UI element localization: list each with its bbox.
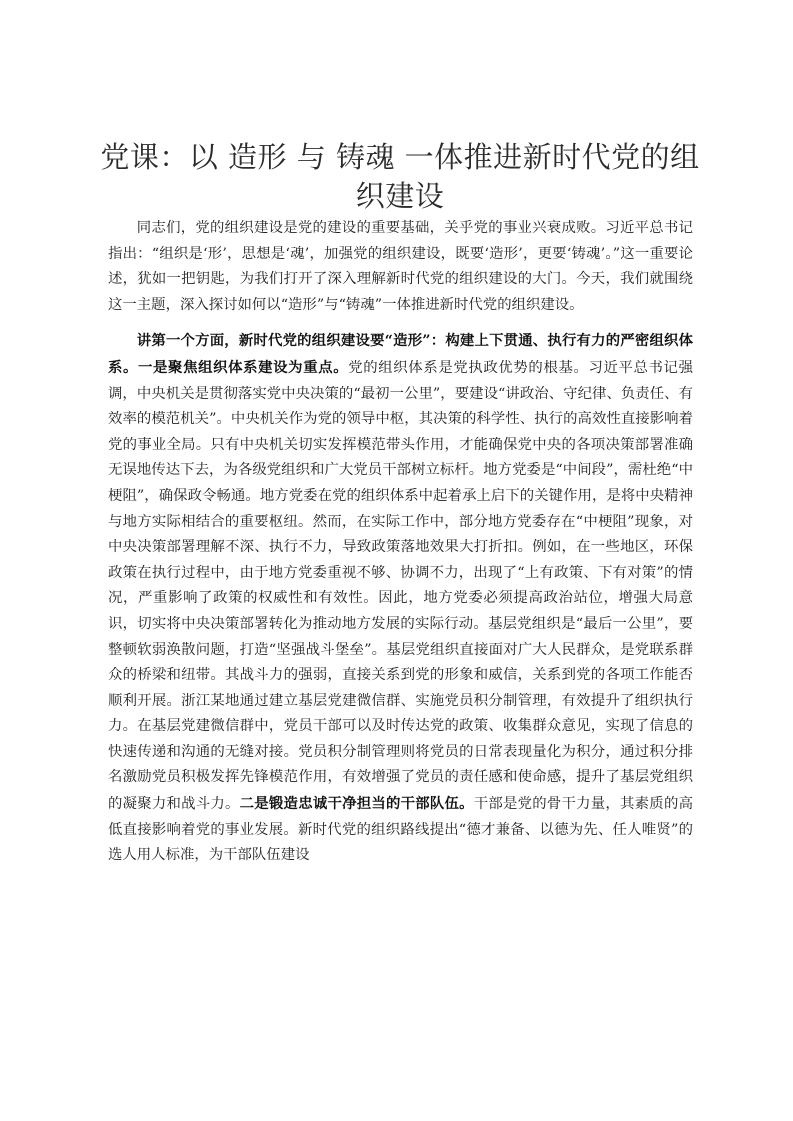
point-one-text: 党的组织体系是党执政优势的根基。习近平总书记强调，中央机关是贯彻落实党中央决策的“最初一公里”，要建设“讲政治、守纪律、负责任、有效率的模范机关”。中央机关作为党的领导中枢，其决策的科学性、执行的高效性直接影响着党的事业全局。只有中央机关切实发挥模范带头作用，才能确保党中央的各项决策部署准确无误地传达下去，为各级党组织和广大党员干部树立标杆。地方党委是“中间段”，需杜绝“中梗阻”，确保政令畅通。地方党委在党的组织体系中起着承上启下的关键作用，是将中央精神与地方实际相结合的重要枢纽。然而，在实际工作中，部分地方党委存在“中梗阻”现象，对中央决策部署理解不深、执行不力，导致政策落地效果大打折扣。例如，在一些地区，环保政策在执行过程中，由于地方党委重视不够、协调不力，出现了“上有政策、下有对策”的情况，严重影响了政策的权威性和有效性。因此，地方党委必须提高政治站位，增强大局意识，切实将中央决策部署转化为推动地方发展的实际行动。基层党组织是“最后一公里”，要整顿软弱涣散问题，打造“坚强战斗堡垒”。基层党组织直接面对广大人民群众，是党联系群众的桥梁和纽带。其战斗力的强弱，直接关系到党的形象和威信，关系到党的各项工作能否顺利开展。浙江某地通过建立基层党建微信群、实施党员积分制管理，有效提升了组织执行力。在基层党建微信群中，党员干部可以及时传达党的政策、收集群众意见，实现了信息的快速传递和沟通的无缝对接。党员积分制管理则将党员的日常表现量化为积分，通过积分排名激励党员积极发挥先锋模范作用，有效增强了党员的责任感和使命感，提升了基层党组织的凝聚力和战斗力。 — [108, 359, 693, 813]
section-heading: 讲第一个方面，新时代党的组织建设要“造形”：构建上下贯通、执行有力的严密组织体系。 — [108, 332, 693, 376]
document-body — [108, 216, 693, 869]
point-two-heading: 二是锻造忠诚干净担当的干部队伍。 — [239, 795, 474, 813]
intro-paragraph: 同志们，党的组织建设是党的建设的重要基础，关乎党的事业兴衰成败。习近平总书记指出：“组织是‘形’，思想是‘魂’，加强党的组织建设，既要‘造形’，更要‘铸魂’。”这一重要论述，犹如一把钥匙，为我们打开了深入理解新时代党的组织建设的大门。今天，我们就围绕这一主题，深入探讨如何以“造形”与“铸魂”一体推进新时代党的组织建设。 — [108, 220, 693, 313]
section-one-paragraph — [108, 328, 693, 868]
point-two-text: 干部是党的骨干力量，其素质的高低直接影响着党的事业发展。新时代党的组织路线提出“德才兼备、以德为先、任人唯贤”的选人用人标准，为干部队伍建设 — [108, 796, 693, 864]
document-title: 党课：以 造形 与 铸魂 一体推进新时代党的组织建设 — [100, 140, 700, 213]
point-one-heading: 一是聚焦组织体系建设为重点。 — [138, 358, 349, 376]
